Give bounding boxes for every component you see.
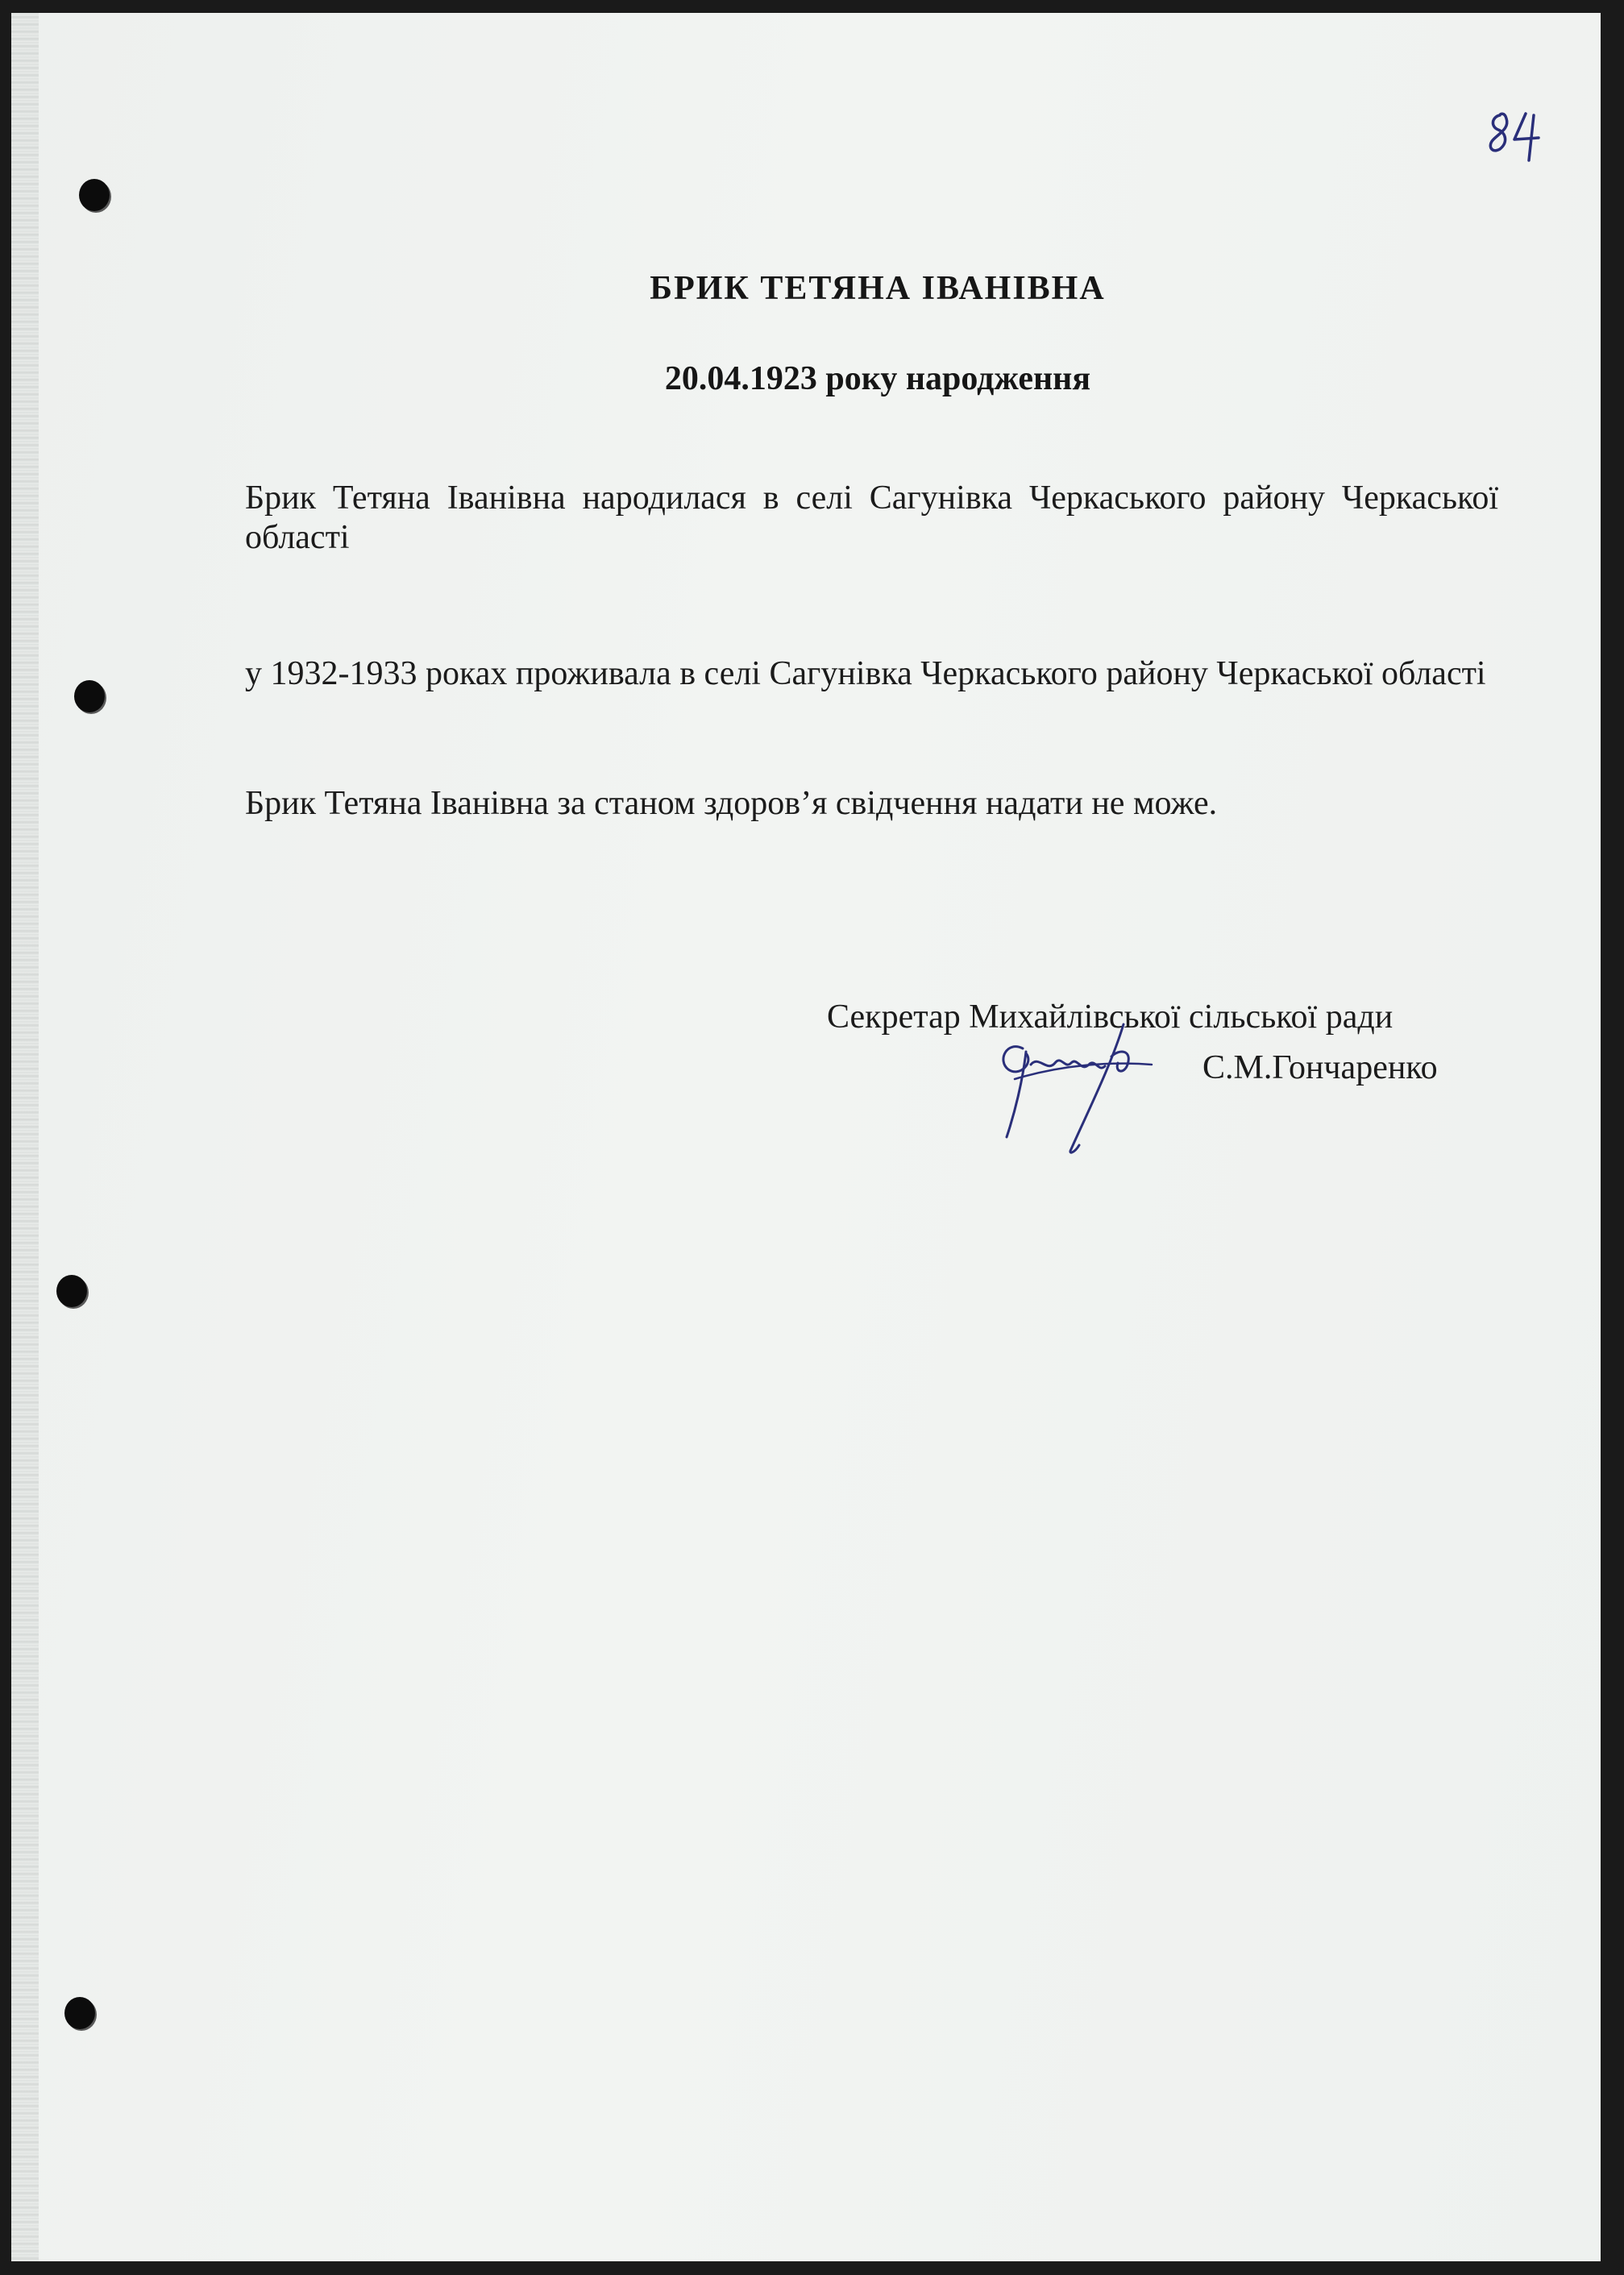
signatory-name: С.М.Гончаренко bbox=[1202, 1049, 1438, 1086]
document-title: БРИК ТЕТЯНА ІВАНІВНА bbox=[650, 270, 1106, 307]
birth-date-line: 20.04.1923 року народження bbox=[664, 360, 1091, 397]
punch-hole bbox=[56, 1275, 87, 1307]
handwritten-page-number bbox=[1482, 98, 1555, 170]
handwritten-signature bbox=[991, 1016, 1184, 1157]
scan-edge-artifact bbox=[11, 13, 39, 2261]
punch-hole bbox=[74, 680, 105, 712]
health-statement-paragraph: Брик Тетяна Іванівна за станом здоров’я свідчення надати не може. bbox=[245, 785, 1218, 822]
document-page bbox=[11, 13, 1601, 2261]
signatory-role: Секретар Михайлівської сільської ради bbox=[827, 998, 1393, 1036]
punch-hole bbox=[79, 179, 110, 211]
punch-hole bbox=[64, 1997, 95, 2029]
residence-paragraph: у 1932-1933 роках проживала в селі Сагунівка Черкаського району Черкаської області bbox=[245, 655, 1486, 692]
birthplace-paragraph: Брик Тетяна Іванівна народилася в селі Сагунівка Черкаського району Черкаської області bbox=[245, 479, 1498, 556]
